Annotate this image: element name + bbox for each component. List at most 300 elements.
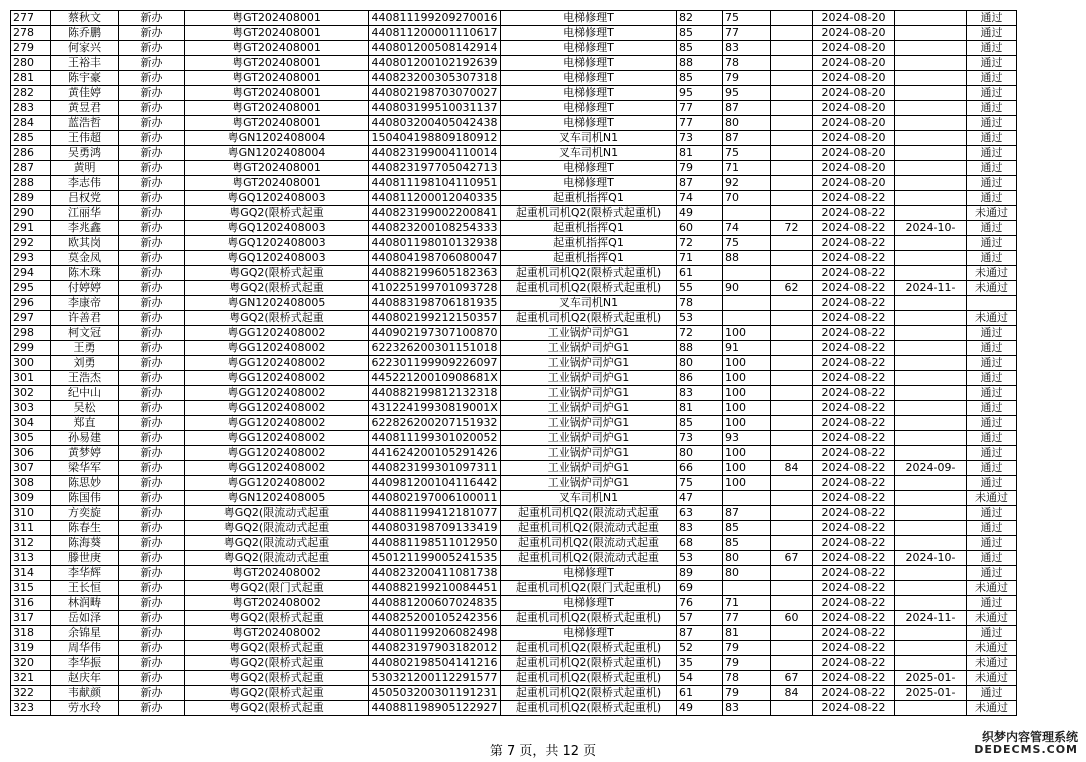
type-cell: 新办 [119, 491, 185, 506]
exam-item-cell: 起重机指挥Q1 [501, 221, 677, 236]
id-number-cell: 150404198809180912 [369, 131, 501, 146]
practice-score-cell: 92 [723, 176, 771, 191]
result-cell: 通过 [967, 101, 1017, 116]
row-number-cell: 301 [11, 371, 51, 386]
theory-score-cell: 79 [677, 161, 723, 176]
practice-score-cell: 87 [723, 101, 771, 116]
result-cell: 通过 [967, 71, 1017, 86]
retake-date-cell [895, 86, 967, 101]
retake-score-cell [771, 11, 813, 26]
name-cell: 梁华军 [51, 461, 119, 476]
exam-date-cell: 2024-08-22 [813, 341, 895, 356]
retake-date-cell: 2024-11- [895, 281, 967, 296]
retake-date-cell [895, 431, 967, 446]
retake-score-cell [771, 656, 813, 671]
batch-code-cell: 粤GQ2(限桥式起重 [185, 656, 369, 671]
exam-item-cell: 工业锅炉司炉G1 [501, 341, 677, 356]
type-cell: 新办 [119, 206, 185, 221]
exam-date-cell: 2024-08-22 [813, 461, 895, 476]
table-row [11, 176, 1017, 191]
retake-date-cell [895, 26, 967, 41]
name-cell: 李志伟 [51, 176, 119, 191]
batch-code-cell: 粤GT202408001 [185, 176, 369, 191]
retake-score-cell [771, 596, 813, 611]
table-row [11, 371, 1017, 386]
row-number-cell: 311 [11, 521, 51, 536]
watermark [974, 731, 1078, 756]
exam-item-cell: 电梯修理T [501, 101, 677, 116]
row-number-cell: 303 [11, 401, 51, 416]
retake-score-cell: 84 [771, 461, 813, 476]
practice-score-cell: 100 [723, 386, 771, 401]
retake-date-cell [895, 11, 967, 26]
exam-item-cell: 叉车司机N1 [501, 491, 677, 506]
retake-score-cell [771, 131, 813, 146]
theory-score-cell: 55 [677, 281, 723, 296]
retake-score-cell [771, 161, 813, 176]
practice-score-cell: 85 [723, 521, 771, 536]
row-number-cell: 295 [11, 281, 51, 296]
table-row [11, 281, 1017, 296]
exam-item-cell: 电梯修理T [501, 161, 677, 176]
type-cell: 新办 [119, 11, 185, 26]
practice-score-cell: 75 [723, 236, 771, 251]
row-number-cell: 306 [11, 446, 51, 461]
exam-item-cell: 电梯修理T [501, 71, 677, 86]
retake-date-cell [895, 71, 967, 86]
batch-code-cell: 粤GQ2(限桥式起重 [185, 686, 369, 701]
name-cell: 付婷婷 [51, 281, 119, 296]
batch-code-cell: 粤GQ2(限流动式起重 [185, 536, 369, 551]
exam-date-cell: 2024-08-22 [813, 386, 895, 401]
batch-code-cell: 粤GT202408001 [185, 56, 369, 71]
exam-item-cell: 电梯修理T [501, 626, 677, 641]
exam-date-cell: 2024-08-22 [813, 641, 895, 656]
retake-date-cell: 2024-10- [895, 221, 967, 236]
retake-date-cell [895, 161, 967, 176]
type-cell: 新办 [119, 686, 185, 701]
theory-score-cell: 57 [677, 611, 723, 626]
retake-date-cell [895, 206, 967, 221]
theory-score-cell: 76 [677, 596, 723, 611]
result-cell: 通过 [967, 11, 1017, 26]
name-cell: 黄佳婷 [51, 86, 119, 101]
id-number-cell: 450503200301191231 [369, 686, 501, 701]
practice-score-cell [723, 491, 771, 506]
practice-score-cell: 74 [723, 221, 771, 236]
table-row [11, 416, 1017, 431]
theory-score-cell: 88 [677, 56, 723, 71]
practice-score-cell [723, 296, 771, 311]
retake-date-cell [895, 701, 967, 716]
exam-date-cell: 2024-08-22 [813, 296, 895, 311]
exam-date-cell: 2024-08-22 [813, 371, 895, 386]
id-number-cell: 440881199412181077 [369, 506, 501, 521]
practice-score-cell: 75 [723, 146, 771, 161]
theory-score-cell: 88 [677, 341, 723, 356]
table-row [11, 266, 1017, 281]
exam-date-cell: 2024-08-20 [813, 131, 895, 146]
batch-code-cell: 粤GT202408002 [185, 626, 369, 641]
name-cell: 王浩杰 [51, 371, 119, 386]
batch-code-cell: 粤GQ1202408003 [185, 251, 369, 266]
practice-score-cell: 80 [723, 566, 771, 581]
retake-date-cell [895, 266, 967, 281]
exam-item-cell: 工业锅炉司炉G1 [501, 401, 677, 416]
exam-date-cell: 2024-08-22 [813, 581, 895, 596]
name-cell: 李华辉 [51, 566, 119, 581]
practice-score-cell: 83 [723, 41, 771, 56]
table-row [11, 476, 1017, 491]
id-number-cell: 441624200105291426 [369, 446, 501, 461]
exam-date-cell: 2024-08-22 [813, 416, 895, 431]
exam-date-cell: 2024-08-22 [813, 431, 895, 446]
type-cell: 新办 [119, 341, 185, 356]
exam-item-cell: 工业锅炉司炉G1 [501, 356, 677, 371]
result-cell: 通过 [967, 191, 1017, 206]
exam-date-cell: 2024-08-22 [813, 266, 895, 281]
result-cell: 通过 [967, 446, 1017, 461]
retake-date-cell [895, 236, 967, 251]
theory-score-cell: 68 [677, 536, 723, 551]
id-number-cell: 440811198104110951 [369, 176, 501, 191]
name-cell: 许善君 [51, 311, 119, 326]
practice-score-cell: 75 [723, 11, 771, 26]
batch-code-cell: 粤GQ2(限桥式起重 [185, 641, 369, 656]
theory-score-cell: 82 [677, 11, 723, 26]
result-cell: 通过 [967, 626, 1017, 641]
result-cell: 通过 [967, 56, 1017, 71]
name-cell: 滕世庚 [51, 551, 119, 566]
type-cell: 新办 [119, 641, 185, 656]
table-row [11, 521, 1017, 536]
exam-date-cell: 2024-08-20 [813, 56, 895, 71]
name-cell: 陈思妙 [51, 476, 119, 491]
theory-score-cell: 74 [677, 191, 723, 206]
name-cell: 李华振 [51, 656, 119, 671]
row-number-cell: 319 [11, 641, 51, 656]
name-cell: 陈木珠 [51, 266, 119, 281]
theory-score-cell: 49 [677, 701, 723, 716]
type-cell: 新办 [119, 266, 185, 281]
batch-code-cell: 粤GQ1202408003 [185, 221, 369, 236]
name-cell: 陈海葵 [51, 536, 119, 551]
id-number-cell: 440823200108254333 [369, 221, 501, 236]
retake-date-cell [895, 146, 967, 161]
name-cell: 陈国伟 [51, 491, 119, 506]
retake-date-cell [895, 386, 967, 401]
id-number-cell: 440823199004110014 [369, 146, 501, 161]
exam-date-cell: 2024-08-22 [813, 626, 895, 641]
row-number-cell: 284 [11, 116, 51, 131]
retake-score-cell [771, 506, 813, 521]
id-number-cell: 440882199605182363 [369, 266, 501, 281]
retake-date-cell [895, 521, 967, 536]
batch-code-cell: 粤GT202408001 [185, 71, 369, 86]
practice-score-cell: 85 [723, 536, 771, 551]
table-row [11, 356, 1017, 371]
row-number-cell: 316 [11, 596, 51, 611]
row-number-cell: 299 [11, 341, 51, 356]
retake-date-cell [895, 656, 967, 671]
type-cell: 新办 [119, 86, 185, 101]
theory-score-cell: 73 [677, 131, 723, 146]
table-row [11, 686, 1017, 701]
type-cell: 新办 [119, 611, 185, 626]
name-cell: 劳水玲 [51, 701, 119, 716]
exam-date-cell: 2024-08-22 [813, 506, 895, 521]
row-number-cell: 292 [11, 236, 51, 251]
retake-score-cell [771, 146, 813, 161]
table-row [11, 326, 1017, 341]
theory-score-cell: 73 [677, 431, 723, 446]
retake-score-cell [771, 236, 813, 251]
retake-date-cell: 2024-09- [895, 461, 967, 476]
id-number-cell: 440803200405042438 [369, 116, 501, 131]
practice-score-cell: 91 [723, 341, 771, 356]
table-row [11, 461, 1017, 476]
exam-item-cell: 起重机司机Q2(限桥式起重机) [501, 281, 677, 296]
result-cell: 通过 [967, 176, 1017, 191]
batch-code-cell: 粤GN1202408005 [185, 491, 369, 506]
exam-date-cell: 2024-08-20 [813, 161, 895, 176]
type-cell: 新办 [119, 656, 185, 671]
practice-score-cell: 83 [723, 701, 771, 716]
id-number-cell: 440801200508142914 [369, 41, 501, 56]
retake-score-cell [771, 71, 813, 86]
retake-score-cell [771, 371, 813, 386]
theory-score-cell: 66 [677, 461, 723, 476]
batch-code-cell: 粤GQ1202408003 [185, 191, 369, 206]
practice-score-cell: 70 [723, 191, 771, 206]
table-row [11, 551, 1017, 566]
theory-score-cell: 89 [677, 566, 723, 581]
retake-score-cell: 72 [771, 221, 813, 236]
batch-code-cell: 粤GG1202408002 [185, 326, 369, 341]
table-row [11, 206, 1017, 221]
theory-score-cell: 85 [677, 41, 723, 56]
retake-score-cell [771, 116, 813, 131]
result-cell: 通过 [967, 86, 1017, 101]
id-number-cell: 440881198511012950 [369, 536, 501, 551]
retake-score-cell [771, 386, 813, 401]
exam-date-cell: 2024-08-20 [813, 71, 895, 86]
result-cell: 通过 [967, 566, 1017, 581]
practice-score-cell: 90 [723, 281, 771, 296]
result-cell: 通过 [967, 686, 1017, 701]
exam-date-cell: 2024-08-22 [813, 491, 895, 506]
theory-score-cell: 87 [677, 176, 723, 191]
theory-score-cell: 81 [677, 401, 723, 416]
watermark-line2: DEDECMS.COM [974, 742, 1078, 756]
theory-score-cell: 63 [677, 506, 723, 521]
row-number-cell: 322 [11, 686, 51, 701]
name-cell: 方奕旋 [51, 506, 119, 521]
batch-code-cell: 粤GN1202408004 [185, 131, 369, 146]
exam-item-cell: 工业锅炉司炉G1 [501, 446, 677, 461]
exam-item-cell: 工业锅炉司炉G1 [501, 461, 677, 476]
type-cell: 新办 [119, 476, 185, 491]
id-number-cell: 440802198504141216 [369, 656, 501, 671]
practice-score-cell: 81 [723, 626, 771, 641]
exam-item-cell: 电梯修理T [501, 566, 677, 581]
theory-score-cell: 80 [677, 446, 723, 461]
type-cell: 新办 [119, 131, 185, 146]
table-row [11, 341, 1017, 356]
retake-date-cell [895, 356, 967, 371]
row-number-cell: 277 [11, 11, 51, 26]
row-number-cell: 297 [11, 311, 51, 326]
retake-date-cell [895, 311, 967, 326]
row-number-cell: 315 [11, 581, 51, 596]
result-cell: 通过 [967, 26, 1017, 41]
id-number-cell: 530321200112291577 [369, 671, 501, 686]
result-cell: 未通过 [967, 656, 1017, 671]
exam-date-cell: 2024-08-22 [813, 191, 895, 206]
retake-score-cell [771, 701, 813, 716]
exam-date-cell: 2024-08-22 [813, 281, 895, 296]
row-number-cell: 291 [11, 221, 51, 236]
exam-date-cell: 2024-08-22 [813, 596, 895, 611]
exam-item-cell: 电梯修理T [501, 596, 677, 611]
result-cell: 通过 [967, 161, 1017, 176]
batch-code-cell: 粤GQ2(限流动式起重 [185, 551, 369, 566]
id-number-cell: 440823199301097311 [369, 461, 501, 476]
result-cell: 通过 [967, 536, 1017, 551]
result-cell: 未通过 [967, 281, 1017, 296]
name-cell: 林润畴 [51, 596, 119, 611]
result-cell: 通过 [967, 236, 1017, 251]
row-number-cell: 300 [11, 356, 51, 371]
batch-code-cell: 粤GG1202408002 [185, 401, 369, 416]
retake-score-cell [771, 626, 813, 641]
id-number-cell: 440881200607024835 [369, 596, 501, 611]
retake-score-cell [771, 326, 813, 341]
table-row [11, 401, 1017, 416]
table-row [11, 656, 1017, 671]
exam-date-cell: 2024-08-22 [813, 446, 895, 461]
table-row [11, 701, 1017, 716]
row-number-cell: 313 [11, 551, 51, 566]
result-cell: 未通过 [967, 611, 1017, 626]
row-number-cell: 287 [11, 161, 51, 176]
id-number-cell: 43122419930819001X [369, 401, 501, 416]
theory-score-cell: 77 [677, 116, 723, 131]
exam-item-cell: 工业锅炉司炉G1 [501, 371, 677, 386]
row-number-cell: 314 [11, 566, 51, 581]
practice-score-cell [723, 581, 771, 596]
retake-score-cell [771, 566, 813, 581]
retake-date-cell [895, 371, 967, 386]
retake-date-cell [895, 341, 967, 356]
retake-score-cell [771, 581, 813, 596]
name-cell: 陈乔鹏 [51, 26, 119, 41]
table-row [11, 191, 1017, 206]
result-cell: 通过 [967, 131, 1017, 146]
id-number-cell: 440823199002200841 [369, 206, 501, 221]
table-row [11, 491, 1017, 506]
retake-score-cell [771, 416, 813, 431]
exam-date-cell: 2024-08-22 [813, 236, 895, 251]
retake-score-cell [771, 56, 813, 71]
exam-item-cell: 电梯修理T [501, 41, 677, 56]
result-cell: 通过 [967, 356, 1017, 371]
result-cell: 通过 [967, 221, 1017, 236]
type-cell: 新办 [119, 101, 185, 116]
exam-date-cell: 2024-08-20 [813, 86, 895, 101]
result-cell: 通过 [967, 326, 1017, 341]
theory-score-cell: 75 [677, 476, 723, 491]
practice-score-cell [723, 311, 771, 326]
theory-score-cell: 49 [677, 206, 723, 221]
theory-score-cell: 78 [677, 296, 723, 311]
batch-code-cell: 粤GT202408001 [185, 41, 369, 56]
exam-date-cell: 2024-08-22 [813, 251, 895, 266]
name-cell: 王裕丰 [51, 56, 119, 71]
id-number-cell: 440825200105242356 [369, 611, 501, 626]
row-number-cell: 293 [11, 251, 51, 266]
type-cell: 新办 [119, 431, 185, 446]
practice-score-cell: 78 [723, 671, 771, 686]
practice-score-cell: 95 [723, 86, 771, 101]
row-number-cell: 282 [11, 86, 51, 101]
batch-code-cell: 粤GT202408001 [185, 86, 369, 101]
id-number-cell: 440802198703070027 [369, 86, 501, 101]
batch-code-cell: 粤GT202408001 [185, 101, 369, 116]
exam-date-cell: 2024-08-20 [813, 26, 895, 41]
retake-score-cell [771, 251, 813, 266]
type-cell: 新办 [119, 191, 185, 206]
name-cell: 郑直 [51, 416, 119, 431]
theory-score-cell: 52 [677, 641, 723, 656]
name-cell: 赵庆年 [51, 671, 119, 686]
watermark-line1: 织梦内容管理系统 [981, 729, 1078, 744]
exam-date-cell: 2024-08-22 [813, 221, 895, 236]
practice-score-cell: 93 [723, 431, 771, 446]
exam-item-cell: 电梯修理T [501, 11, 677, 26]
retake-score-cell [771, 176, 813, 191]
theory-score-cell: 53 [677, 311, 723, 326]
retake-score-cell: 62 [771, 281, 813, 296]
table-row [11, 641, 1017, 656]
id-number-cell: 410225199701093728 [369, 281, 501, 296]
batch-code-cell: 粤GT202408002 [185, 566, 369, 581]
id-number-cell: 440823197903182012 [369, 641, 501, 656]
theory-score-cell: 83 [677, 386, 723, 401]
id-number-cell: 440803198709133419 [369, 521, 501, 536]
table-row [11, 251, 1017, 266]
row-number-cell: 289 [11, 191, 51, 206]
batch-code-cell: 粤GG1202408002 [185, 371, 369, 386]
retake-date-cell: 2024-10- [895, 551, 967, 566]
retake-score-cell [771, 431, 813, 446]
type-cell: 新办 [119, 551, 185, 566]
exam-date-cell: 2024-08-22 [813, 206, 895, 221]
batch-code-cell: 粤GN1202408004 [185, 146, 369, 161]
retake-score-cell [771, 101, 813, 116]
retake-score-cell: 84 [771, 686, 813, 701]
exam-item-cell: 电梯修理T [501, 56, 677, 71]
name-cell: 李兆鑫 [51, 221, 119, 236]
batch-code-cell: 粤GG1202408002 [185, 431, 369, 446]
name-cell: 孙易建 [51, 431, 119, 446]
retake-score-cell [771, 266, 813, 281]
exam-date-cell: 2024-08-22 [813, 656, 895, 671]
practice-score-cell: 79 [723, 641, 771, 656]
retake-date-cell: 2025-01- [895, 671, 967, 686]
type-cell: 新办 [119, 41, 185, 56]
exam-date-cell: 2024-08-22 [813, 311, 895, 326]
